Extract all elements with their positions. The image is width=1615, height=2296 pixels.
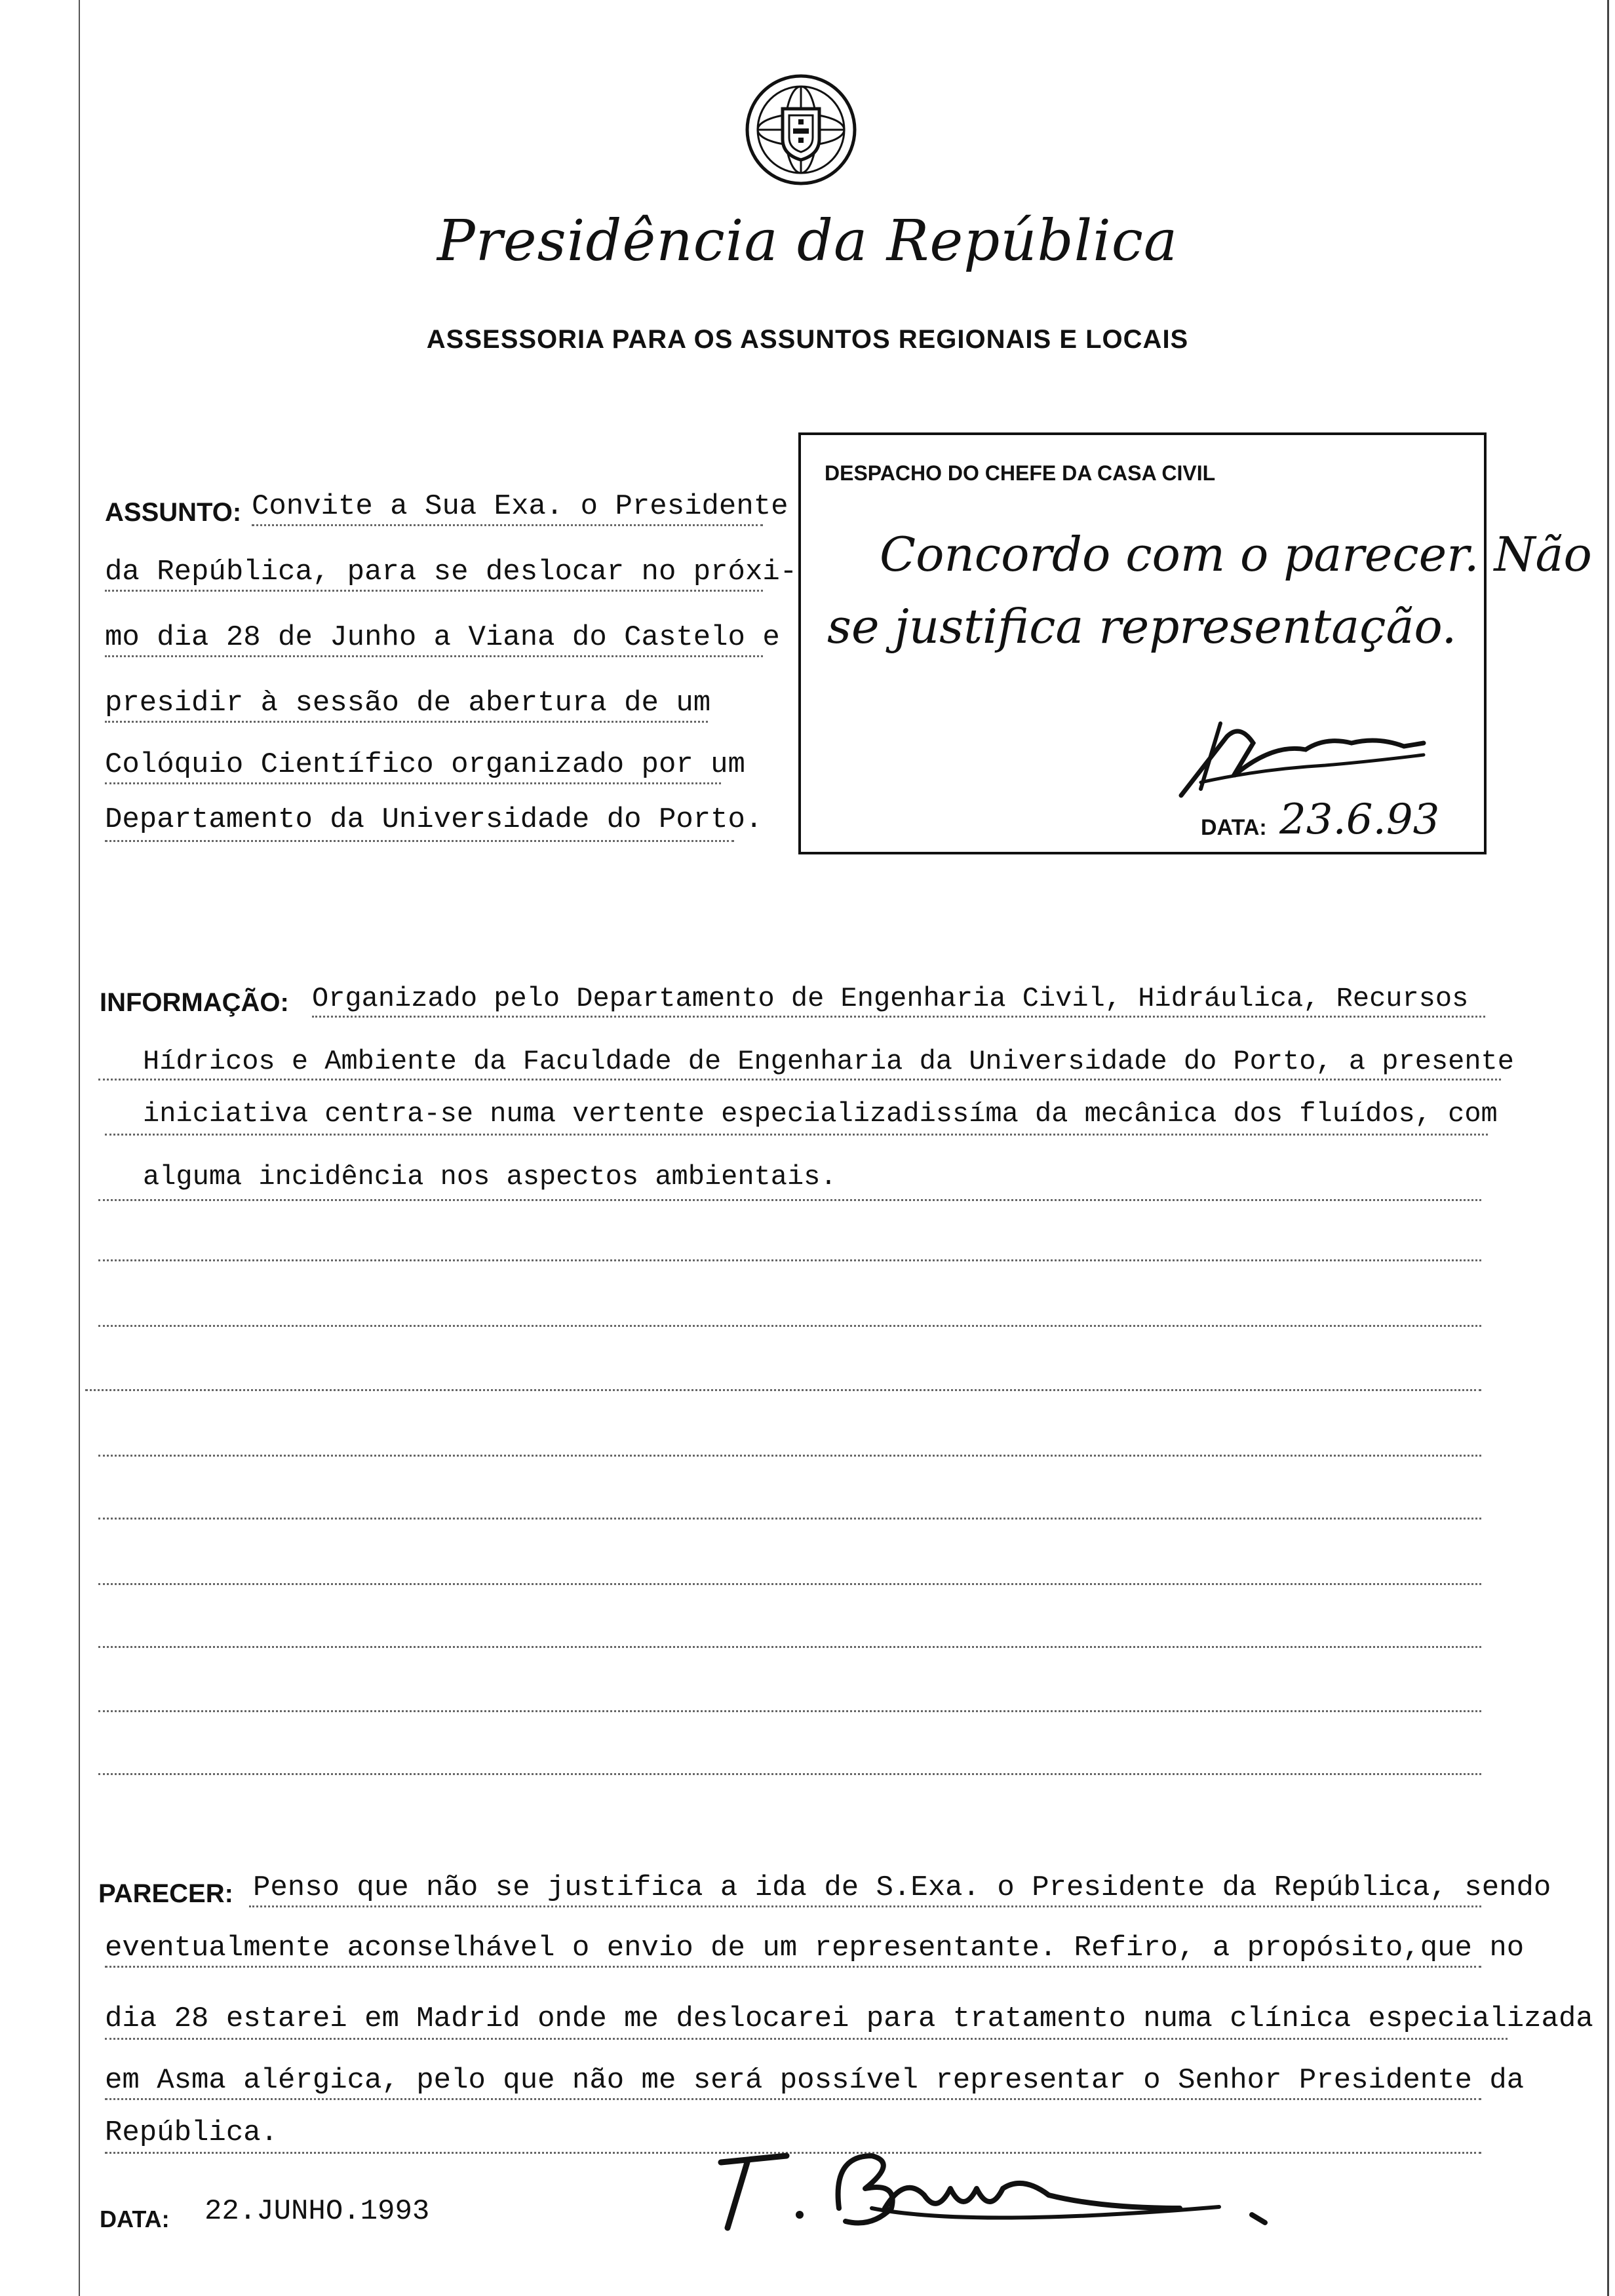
parecer-line-2: eventualmente aconselhável o envio de um representante. Refiro, a propósito,que no (105, 1932, 1525, 1964)
despacho-date-label: DATA: (1201, 815, 1267, 840)
dotted-rule (105, 1134, 1488, 1136)
dotted-rule (98, 1710, 1481, 1712)
dotted-rule (105, 1966, 1481, 1968)
footer-date: 22.JUNHO.1993 (204, 2195, 430, 2228)
informacao-line-4: alguma incidência nos aspectos ambientais. (143, 1161, 837, 1193)
despacho-handwritten-line-2: se justifica representação. (827, 599, 1457, 654)
parecer-signature-icon (708, 2136, 1285, 2248)
dotted-rule (105, 840, 734, 842)
despacho-title: DESPACHO DO CHEFE DA CASA CIVIL (825, 461, 1216, 485)
parecer-label: PARECER: (98, 1879, 233, 1908)
department-heading: ASSESSORIA PARA OS ASSUNTOS REGIONAIS E LOCAIS (426, 325, 1189, 354)
dotted-rule (98, 1583, 1481, 1585)
dotted-rule (85, 1389, 1481, 1391)
dotted-rule (98, 1325, 1481, 1327)
informacao-line-2: Hídricos e Ambiente da Faculdade de Engenharia da Universidade do Porto, a presente (143, 1046, 1514, 1077)
assunto-line-2: da República, para se deslocar no próxi- (105, 556, 798, 588)
assunto-line-5: Colóquio Científico organizado por um (105, 748, 745, 781)
assunto-label: ASSUNTO: (105, 498, 242, 527)
dotted-rule (105, 2038, 1508, 2040)
despacho-handwritten-line-1: Concordo com o parecer. Não (880, 527, 1592, 582)
assunto-line-1: Convite a Sua Exa. o Presidente (252, 490, 788, 523)
informacao-line-3: iniciativa centra-se numa vertente especializadissíma da mecânica dos fluídos, com (143, 1098, 1498, 1130)
despacho-signature-icon (1155, 697, 1430, 809)
parecer-line-3: dia 28 estarei em Madrid onde me deslocarei para tratamento numa clínica especializada (105, 2002, 1593, 2035)
dotted-rule (105, 590, 763, 592)
parecer-line-5: República. (105, 2116, 279, 2149)
dotted-rule (98, 1455, 1481, 1457)
dotted-rule (98, 1646, 1481, 1648)
footer-date-label: DATA: (100, 2206, 170, 2232)
dotted-rule (105, 2098, 1481, 2100)
coat-of-arms-icon (742, 71, 860, 189)
dotted-rule (98, 1199, 1481, 1201)
despacho-box (798, 432, 1592, 854)
dotted-rule (98, 1773, 1481, 1775)
dotted-rule (98, 1259, 1481, 1261)
dotted-rule (312, 1016, 1485, 1018)
parecer-line-1: Penso que não se justifica a ida de S.Exa. o Presidente da República, sendo (253, 1871, 1551, 1904)
despacho-date: 23.6.93 (1279, 795, 1440, 844)
dotted-rule (98, 1079, 1501, 1081)
parecer-line-4: em Asma alérgica, pelo que não me será possível representar o Senhor Presidente da (105, 2064, 1525, 2097)
assunto-line-4: presidir à sessão de abertura de um (105, 687, 711, 719)
page-title: Presidência da República (437, 208, 1178, 274)
dotted-rule (252, 524, 763, 526)
informacao-label: INFORMAÇÃO: (100, 988, 289, 1017)
dotted-rule (105, 782, 721, 784)
assunto-line-6: Departamento da Universidade do Porto. (105, 803, 763, 836)
dotted-rule (98, 1518, 1481, 1520)
dotted-rule (249, 1905, 1481, 1907)
dotted-rule (105, 655, 763, 657)
assunto-line-3: mo dia 28 de Junho a Viana do Castelo e (105, 621, 780, 654)
informacao-line-1: Organizado pelo Departamento de Engenharia Civil, Hidráulica, Recursos (312, 983, 1469, 1014)
dotted-rule (105, 721, 708, 723)
